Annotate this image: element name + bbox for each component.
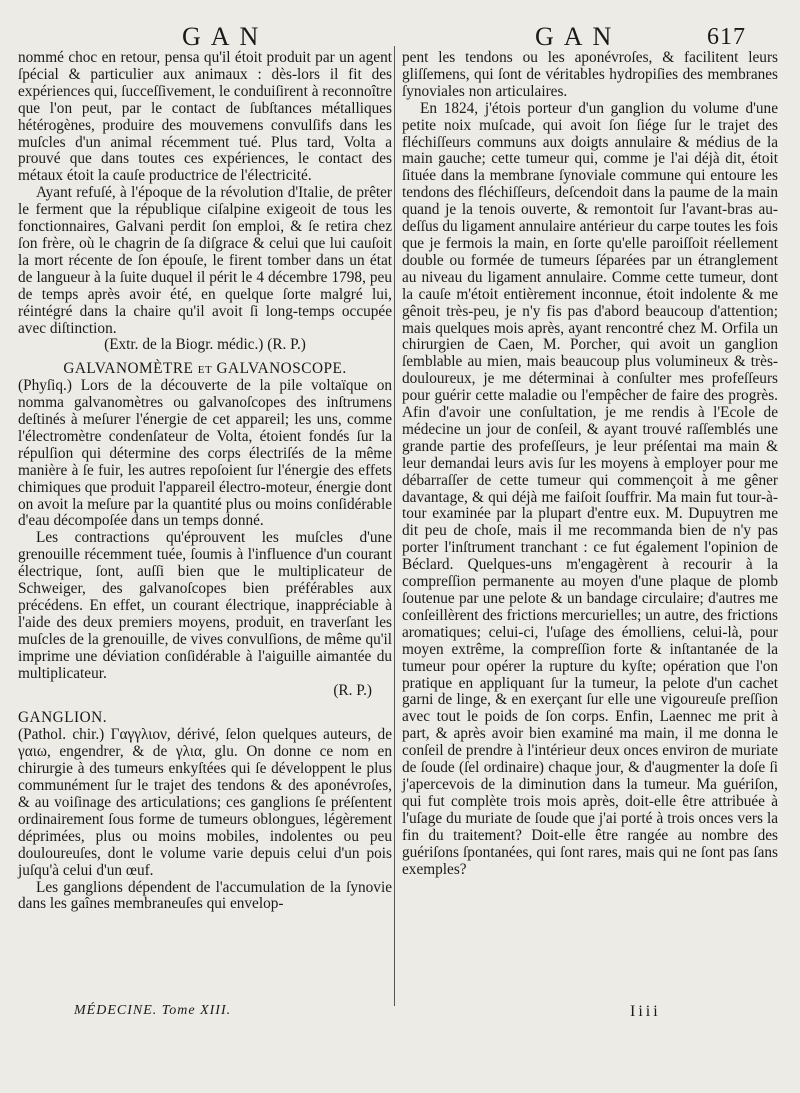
paragraph: (Phyſiq.) Lors de la découverte de la pile voltaïque on nomma galvanomètres ou galvanoſcopes des inſtrumens deſtinés à meſurer l'énergie de cet appareil; les uns, comme l'électromètre condenſateur de Volta, étoient fondés ſur la répulſion qui détermine des corps électriſés de la même manière à ſe fuir, les autres repoſoient ſur l'énergie des effets chimiques que produit l'appareil électro-moteur, énergie dont on avoit la meſure par la quantité plus ou moins conſidérable d'eau décompoſée dans un temps donné. [18,377,392,530]
entry-heading: GANGLION. [18,709,108,727]
paragraph: pent les tendons ou les aponévroſes, & facilitent leurs gliſſemens, qui ſont de véritables hydropiſies des membranes ſynoviales non articulaires. [402,49,778,100]
paragraph: Ayant refuſé, à l'époque de la révolution d'Italie, de prêter le ferment que la république ciſalpine exigeoit de tous les fonctionnaires, Galvani perdit ſon emploi, & ſe retira chez ſon frère, où le chagrin de ſa diſgrace & celui que lui cauſoit la mort récente de ſon épouſe, le firent tomber dans un état de langueur à la ſuite duquel il périt le 4 décembre 1798, peu de temps après avoir été, en quelque ſorte malgré lui, réintégré dans la chaire qu'il avoit ſi long-temps occupée avec diſtinction. [18,184,392,337]
paragraph: Les contractions qu'éprouvent les muſcles d'une grenouille récemment tuée, ſoumis à l'influence d'un courant électrique, ſont, auſſi bien que le multiplicateur de Schweiger, des galvanoſcopes bien préférables aux précédens. En effet, un courant électrique, inappréciable à l'aide des deux premiers moyens, produit, en traverſant les muſcles de la grenouille, de vives convulſions, de même qu'il imprime une déviation conſidérable à l'aiguille aimantée du multiplicateur. [18,529,392,682]
page-number: 617 [707,24,746,50]
volume-signature: MÉDECINE. Tome XIII. [74,1003,232,1018]
paragraph: Les ganglions dépendent de l'accumulation de la ſynovie dans les gaînes membraneuſes qui envelop- [18,878,392,913]
header-left-word: GAN [182,22,269,51]
gathering-mark: Iiii [630,1003,661,1020]
paragraph: En 1824, j'étois porteur d'un ganglion du volume d'une petite noix muſcade, qui avoit ſon ſiége ſur le trajet des fléchiſſeurs communs aux doigts annulaire & médius de la main gauche; cette tumeur qui, comme je l'ai déjà dit, étoit ſituée dans la membrane ſynoviale commune qui entoure les tendons des fléchiſſeurs, deſcendoit dans la paume de la main quand je la tenois ouverte, & remontoit ſur l'avant-bras au-deſſus du ligament annulaire antérieur du carpe toutes les fois que je fermois la main, en ſorte qu'elle paroiſſoit réellement double ou formée de tumeurs ſéparées par un étranglement au niveau du ligament annulaire. Comme cette tumeur, dont la cauſe m'étoit entièrement inconnue, étoit indolente & me gênoit très-peu, je n'y fis pas d'abord beaucoup d'attention; mais quelques mois après, ayant rencontré chez M. Orfila un chirurgien de Caen, M. Porcher, qui avoit un ganglion ſemblable au mien, mais beaucoup plus volumineux & très-douloureux, je me déterminai à conſulter mes profeſſeurs pour guérir cette maladie ou l'empêcher de faire des progrès. Afin d'avoir une conſultation, je me rendis à l'Ecole de médecine un jour de conſeil, & ayant trouvé raſſemblés une grande partie des profeſſeurs, je leur préſentai ma main & leur demandai leurs avis ſur les moyens à employer pour me débarraſſer de cette tumeur qui commençoit à me gêner davantage, & qui déjà me faiſoit ſouffrir. Ma main fut tour-à-tour examinée par la plupart d'entre eux. M. Dupuytren me dit peu de choſe, mais il me recommanda bien de n'y pas porter l'inſtrument tranchant : ce fut également l'opinion de Béclard. Quelques-uns m'engagèrent à recourir à la compreſſion permanente au moyen d'une plaque de plomb ſoutenue par une pelote & un bandage circulaire; d'autres me conſeillèrent des frictions mercurielles; un autre, des frictions aromatiques; celui-ci, l'uſage des émolliens, celui-là, pour moyen extrême, la compreſſion forte & inſtantanée de la tumeur pour opérer la rupture du kyſte; opération que l'on pratique en appliquant ſur la tumeur, la pelote d'un cachet garni de linge, & en exerçant ſur elle une vigoureuſe preſſion avec tout le poids de ſon corps. Enfin, Laennec me prit à part, & après avoir bien examiné ma main, il me donna le conſeil de prendre à l'intérieur deux onces environ de muriate de ſoude (ſel ordinaire) chaque jour, & d'augmenter la doſe ſi j'apercevois de la diminution dans la tumeur. Ma guériſon, qui fut complète trois mois après, doit-elle être attribuée à l'uſage du muriate de ſoude que j'ai porté à trois onces vers la fin du traitement? Doit-elle être rangée au nombre des guériſons ſpontanées, qui ſont rares, mais qui ne ſont pas ſans exemples? [402,99,778,878]
entry-heading: GALVANOMÈTRE et GALVANOSCOPE. [63,360,347,378]
header-right-word: GAN [535,22,622,51]
paragraph: nommé choc en retour, pensa qu'il étoit produit par un agent ſpécial & particulier aux animaux : dès-lors il fit des expériences qui, ſucceſſivement, le conduiſirent à reconnoître que l'on peut, par le contact de ſubſtances métalliques hétérogènes, produire des mouvemens convulſifs dans les muſcles d'un animal récemment tué. Plus tard, Volta a prouvé que dans toutes ces expériences, le contact des métaux étoit la cauſe productrice de l'électricité. [18,49,392,185]
author-credit: (R. P.) [333,681,372,699]
right-column [402,50,778,878]
source-credit: (Extr. de la Biogr. médic.) (R. P.) [104,336,306,354]
left-column [18,50,392,913]
page-footer [0,1003,800,1027]
running-header [0,22,800,52]
column-divider [394,46,395,1006]
paragraph: (Pathol. chir.) Γαγγλιον, dérivé, ſelon quelques auteurs, de γαιω, engendrer, & de γλια, glu. On donne ce nom en chirurgie à des tumeurs enkyſtées qui ſe développent le plus communément ſur le trajet des tendons & des aponévroſes, & au voiſinage des articulations; ces ganglions ſe préſentent ordinairement ſous forme de tumeurs oblongues, légèrement déprimées, plus ou moins mobiles, indolentes ou peu douloureuſes, dont le volume varie depuis celui d'un pois juſqu'à celui d'un œuf. [18,726,392,879]
